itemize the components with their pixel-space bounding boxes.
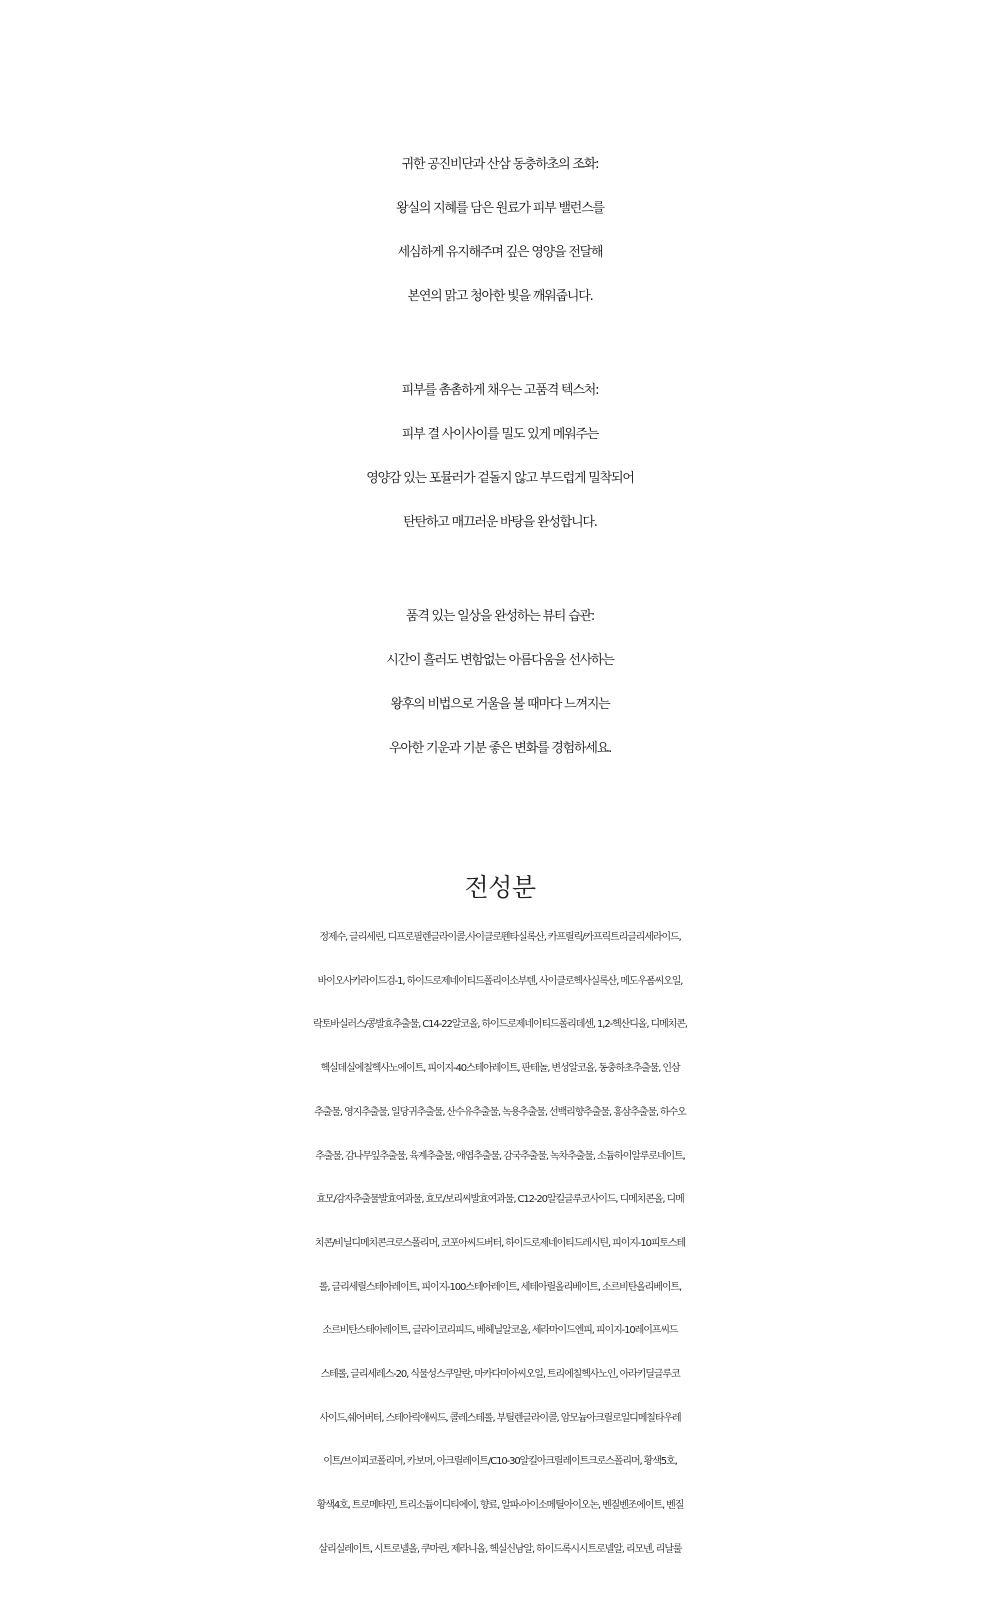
ingredients-row: 이트/브이피코폴리머, 카보머, 아크릴레이트/C10-30알킬아크릴레이트크로스폴리머, 황색5호, — [323, 1456, 677, 1468]
ingredients-row: 락토바실러스/콩발효추출물, C14-22알코올, 하이드로제네이티드폴리데센, 1,2-헥산디올, 디메치콘, — [313, 1019, 687, 1031]
description-line: 왕실의 지혜를 담은 원료가 피부 밸런스를 — [396, 201, 604, 216]
description-line: 품격 있는 일상을 완성하는 뷰티 습관: — [405, 609, 595, 624]
description-line: 세심하게 유지해주며 깊은 영양을 전달해 — [397, 245, 603, 260]
ingredients-row: 스테롤, 글리세레스-20, 식물성스쿠알란, 마카다미아씨오일, 트리에칠헥사노인, 아라키딜글루코 — [320, 1369, 680, 1381]
description-line: 귀한 공진비단과 산삼 동충하초의 조화: — [401, 157, 599, 172]
description-line: 시간이 흘러도 변함없는 아름다움을 선사하는 — [386, 653, 614, 668]
description-line: 피부 결 사이사이를 밀도 있게 메워주는 — [401, 427, 599, 442]
description-line: 우아한 기운과 기분 좋은 변화를 경험하세요. — [388, 741, 612, 756]
ingredients-row: 효모/감자추출물발효여과물, 효모/보리씨발효여과물, C12-20알킬글루코사이드, 디메치콘올, 디메 — [316, 1194, 684, 1206]
ingredients-title: 전성분 — [464, 873, 536, 902]
ingredients-row: 추출물, 영지추출물, 일당귀추출물, 산수유추출물, 녹용추출물, 선백리향추출물, 홍삼추출물, 하수오 — [314, 1106, 686, 1118]
ingredients-row: 헥실데실에칠헥사노에이트, 피이지-40스테아레이트, 판테놀, 변성알코올, 동충하초추출물, 인삼 — [320, 1063, 680, 1075]
product-description — [0, 143, 1000, 821]
ingredients-row: 추출물, 감나무잎추출물, 육계추출물, 애엽추출물, 감국추출물, 녹차추출물, 소듐하이알루로네이트, — [315, 1150, 685, 1162]
ingredients-row: 롤, 글리세릴스테아레이트, 피이지-100스테아레이트, 세테아릴올리베이트, 소르비탄올리베이트, — [318, 1281, 682, 1293]
description-paragraph-ingredients — [0, 143, 1000, 319]
ingredients-row: 살리실레이트, 시트로넬올, 쿠마린, 제라니올, 헥실신남알, 하이드록시시트로넬알, 리모넨, 리날룰 — [318, 1543, 682, 1555]
ingredients-row: 황색4호, 트로메타민, 트리소듐이디티에이, 향료, 알파-아이소메틸아이오논, 벤질벤조에이트, 벤질 — [316, 1500, 684, 1512]
ingredients-row: 정제수, 글리세린, 디프로필렌글라이콜,사이클로펜타실록산, 카프릴릭/카프릭트리글리세라이드, — [319, 932, 681, 943]
description-line: 피부를 촘촘하게 채우는 고품격 텍스처: — [401, 383, 599, 398]
description-line: 본연의 맑고 청아한 빛을 깨워줍니다. — [407, 289, 593, 304]
ingredients-row: 바이오사카라이드검-1, 하이드로제네이티드폴리이소부텐, 사이클로헥사실록산, 메도우폼씨오일, — [317, 975, 683, 987]
description-line: 탄탄하고 매끄러운 바탕을 완성합니다. — [403, 515, 597, 530]
description-line: 영양감 있는 포뮬러가 겉돌지 않고 부드럽게 밀착되어 — [366, 471, 634, 486]
description-paragraph-texture — [0, 369, 1000, 545]
description-paragraph-habit — [0, 595, 1000, 771]
ingredients-row: 사이드,쉐어버터, 스테아릭애씨드, 콜레스테롤, 부틸렌글라이콜, 암모늄아크릴로일디메칠타우레 — [319, 1412, 681, 1424]
ingredients-section — [0, 872, 1000, 1572]
ingredients-row: 소르비탄스테아레이트, 글라이코리피드, 베헤닐알코올, 세라마이드엔피, 피이지-10레이프씨드 — [322, 1325, 678, 1337]
description-line: 왕후의 비법으로 거울을 볼 때마다 느껴지는 — [390, 697, 610, 712]
ingredients-list — [0, 916, 1000, 1572]
ingredients-row: 치콘/비닐디메치콘크로스폴리머, 코포아씨드버터, 하이드로제네이티드레시틴, 피이지-10피토스테 — [314, 1237, 686, 1249]
